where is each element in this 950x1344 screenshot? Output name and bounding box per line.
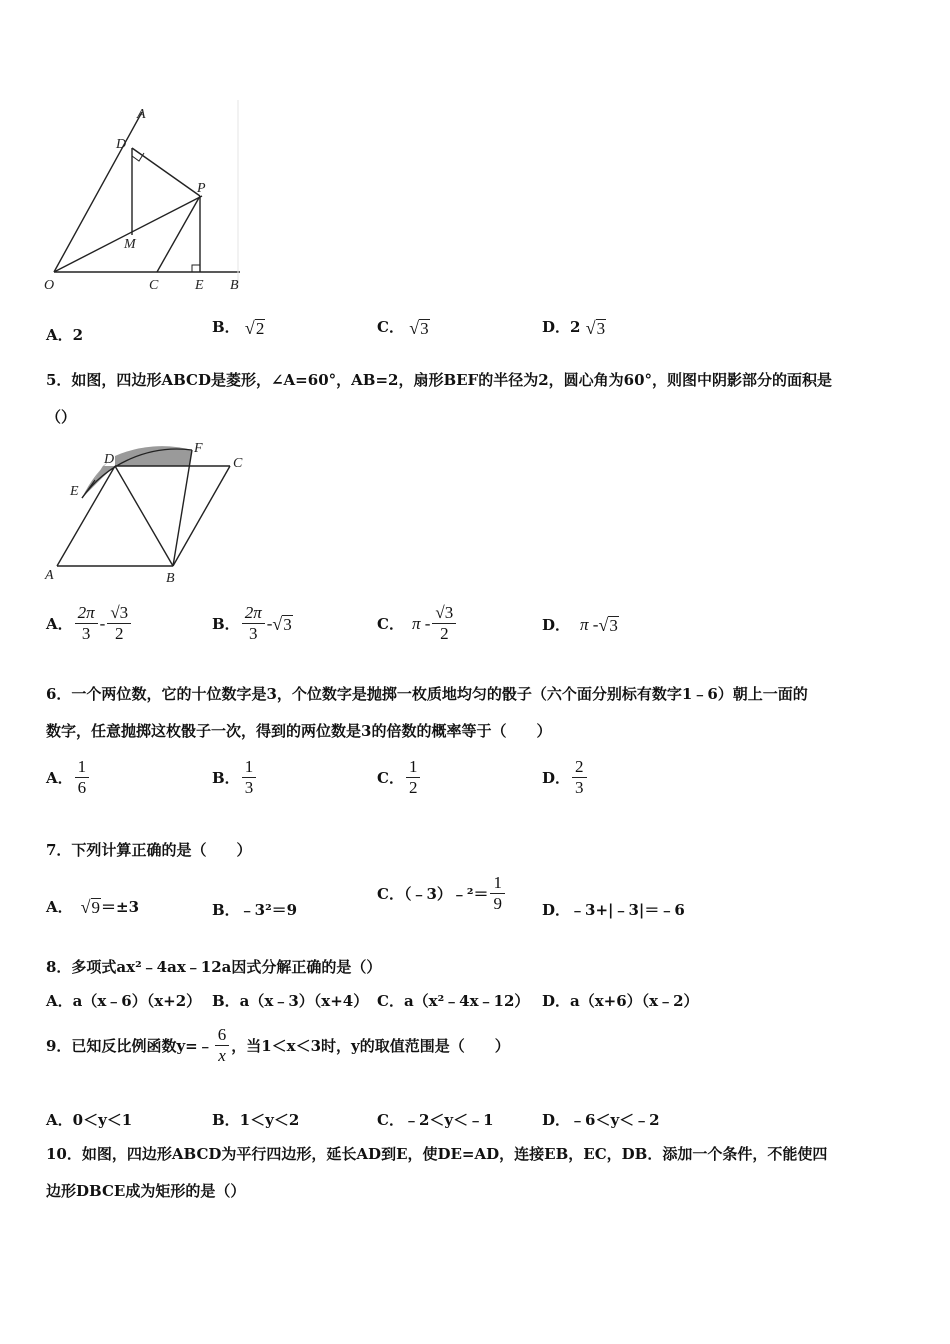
fig1-label-E: E: [195, 278, 204, 293]
q9-option-a[interactable]: A．0＜y＜1: [46, 1111, 133, 1129]
q8-option-b[interactable]: B．a（x﹣3）（x+4）: [212, 992, 369, 1010]
q7-stem: 7．下列计算正确的是（ ）: [46, 841, 252, 859]
q9-option-b[interactable]: B．1＜y＜2: [212, 1111, 300, 1129]
q8-stem: 8．多项式ax²﹣4ax﹣12a因式分解正确的是（）: [46, 958, 382, 976]
fig2-label-D: D: [104, 452, 115, 467]
q4-option-d[interactable]: D．2 √ 3: [542, 318, 606, 338]
q7-option-c[interactable]: C．（﹣3）﹣²＝ $\frac{1}{9}$: [377, 874, 507, 913]
fraction: $\frac{1}{2}$: [406, 758, 421, 797]
fig2-label-F: F: [194, 441, 203, 456]
sqrt-3: √ 3: [409, 318, 429, 338]
fig1-label-M: M: [124, 237, 136, 252]
fraction: $\frac{1}{6}$: [75, 758, 90, 797]
fraction: $\frac{2\pi}{3}$: [242, 604, 265, 643]
q5-option-d[interactable]: D． π - √ 3: [542, 614, 618, 635]
fig2-label-B: B: [166, 571, 175, 586]
fraction: $\frac{1}{3}$: [242, 758, 257, 797]
q9-option-c[interactable]: C．﹣2＜y＜﹣1: [377, 1111, 494, 1129]
q9-stem: 9．已知反比例函数y=﹣ $\frac{6}{x}$ ，当1＜x＜3时，y的取值范围是（ ）: [46, 1025, 510, 1065]
q4-option-a[interactable]: A．2: [46, 326, 84, 344]
fraction: $\frac{√3}{2}$: [107, 604, 131, 643]
sqrt-2: √ 2: [244, 318, 265, 338]
q4-option-b[interactable]: B． √ 2: [212, 318, 265, 338]
sqrt-3: √ 3: [585, 318, 606, 338]
q8-option-a[interactable]: A．a（x﹣6）（x+2）: [46, 992, 202, 1010]
fig1-label-D: D: [116, 137, 127, 152]
q7-option-d[interactable]: D．﹣3+|﹣3|＝﹣6: [542, 901, 685, 919]
fraction: $\frac{6}{x}$: [215, 1026, 230, 1065]
q10-stem: 10．如图，四边形ABCD为平行四边形，延长AD到E，使DE=AD，连接EB，EC，DB．添加一个条件，不能使四 边形DBCE成为矩形的是（）: [46, 1145, 828, 1200]
fig2-label-E: E: [70, 484, 79, 499]
fig2-label-C: C: [233, 456, 243, 471]
fraction: $\frac{√3}{2}$: [432, 604, 456, 643]
sqrt-9: √ 9: [80, 896, 101, 917]
q8-option-d[interactable]: D．a（x+6）（x﹣2）: [542, 992, 699, 1010]
figure-rhombus-sector: [40, 438, 255, 588]
q8-option-c[interactable]: C．a（x²﹣4x﹣12）: [377, 992, 530, 1010]
fig1-label-P: P: [197, 181, 206, 196]
fraction: $\frac{2}{3}$: [572, 758, 587, 797]
fig1-label-A: A: [137, 107, 146, 122]
q6-option-c[interactable]: C． $\frac{1}{2}$: [377, 758, 422, 797]
q6-option-d[interactable]: D． $\frac{2}{3}$: [542, 758, 589, 797]
sqrt-3: √ 3: [272, 613, 292, 634]
figure-angle-bisector: [40, 100, 250, 300]
q6-option-a[interactable]: A． $\frac{1}{6}$: [46, 758, 91, 797]
q5-option-c[interactable]: C． π - $\frac{√3}{2}$: [377, 604, 458, 643]
fig1-label-C: C: [149, 278, 159, 293]
q5-option-b[interactable]: B． $\frac{2\pi}{3}$ - √ 3: [212, 603, 292, 643]
fig1-label-B: B: [230, 278, 239, 293]
fraction: $\frac{2\pi}{3}$: [75, 604, 98, 643]
fraction: $\frac{1}{9}$: [490, 874, 505, 913]
q7-option-a[interactable]: A． √ 9 ＝±3: [46, 896, 140, 917]
fig1-label-O: O: [44, 278, 55, 293]
q7-option-b[interactable]: B．﹣3²＝9: [212, 901, 298, 919]
q9-option-d[interactable]: D．﹣6＜y＜﹣2: [542, 1111, 660, 1129]
q6-option-b[interactable]: B． $\frac{1}{3}$: [212, 758, 258, 797]
sqrt-3: √ 3: [598, 614, 618, 635]
fig2-label-A: A: [45, 568, 54, 583]
q5-option-a[interactable]: A． $\frac{2\pi}{3}$ - $\frac{√3}{2}$: [46, 604, 133, 643]
q5-stem: 5．如图，四边形ABCD是菱形，∠A=60°，AB=2，扇形BEF的半径为2，圆心角为60°，则图中阴影部分的面积是 （）: [46, 371, 833, 426]
q4-option-c[interactable]: C． √ 3: [377, 318, 429, 338]
q6-stem: 6．一个两位数，它的十位数字是3，个位数字是抛掷一枚质地均匀的骰子（六个面分别标有数字1﹣6）朝上一面的 数字，任意抛掷这枚骰子一次，得到的两位数是3的倍数的概率等于（ ）: [46, 685, 808, 740]
